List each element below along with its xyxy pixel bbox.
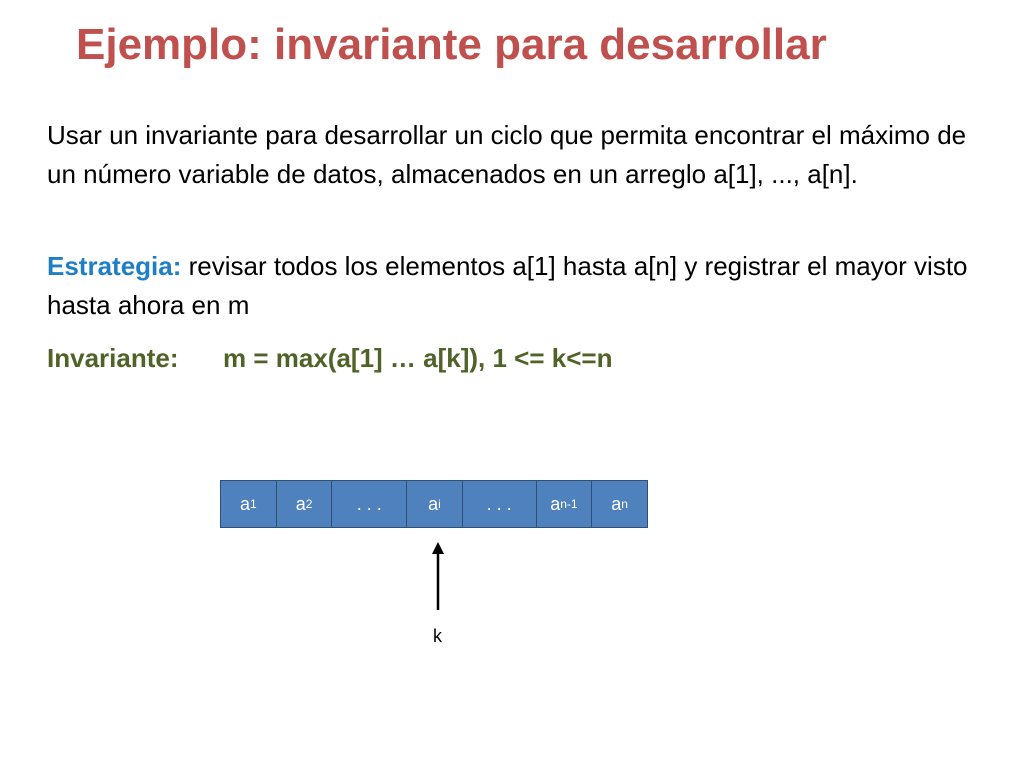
array-cell-a1: a 1: [221, 481, 277, 527]
strategy-text: revisar todos los elementos a[1] hasta a[n] y registrar el mayor visto hasta ahora en m: [47, 251, 968, 320]
array-cell-ellipsis: . . .: [463, 481, 537, 527]
array-cell-ai: a i: [407, 481, 463, 527]
pointer-arrow-icon: [428, 540, 448, 612]
invariant-label: Invariante:: [47, 343, 179, 373]
array-cell-an-1: a n-1: [537, 481, 593, 527]
slide-title: Ejemplo: invariante para desarrollar: [76, 20, 827, 69]
array-cell-an: a n: [611, 493, 628, 514]
array-cell-ellipsis: . . .: [332, 481, 407, 527]
problem-statement: Usar un invariante para desarrollar un ciclo que permita encontrar el máximo de un número variable de datos, almacenados en un arreglo a[1], ..., a[n].: [47, 120, 967, 189]
pointer-label: k: [433, 626, 442, 646]
strategy-label: Estrategia:: [47, 251, 182, 281]
strategy-paragraph: [47, 247, 997, 325]
invariant-text: m = max(a[1] … a[k]), 1 <= k<=n: [223, 343, 613, 373]
array-diagram: [220, 480, 648, 528]
array-cell-a2: a 2: [277, 481, 333, 527]
invariant-paragraph: [47, 339, 997, 378]
